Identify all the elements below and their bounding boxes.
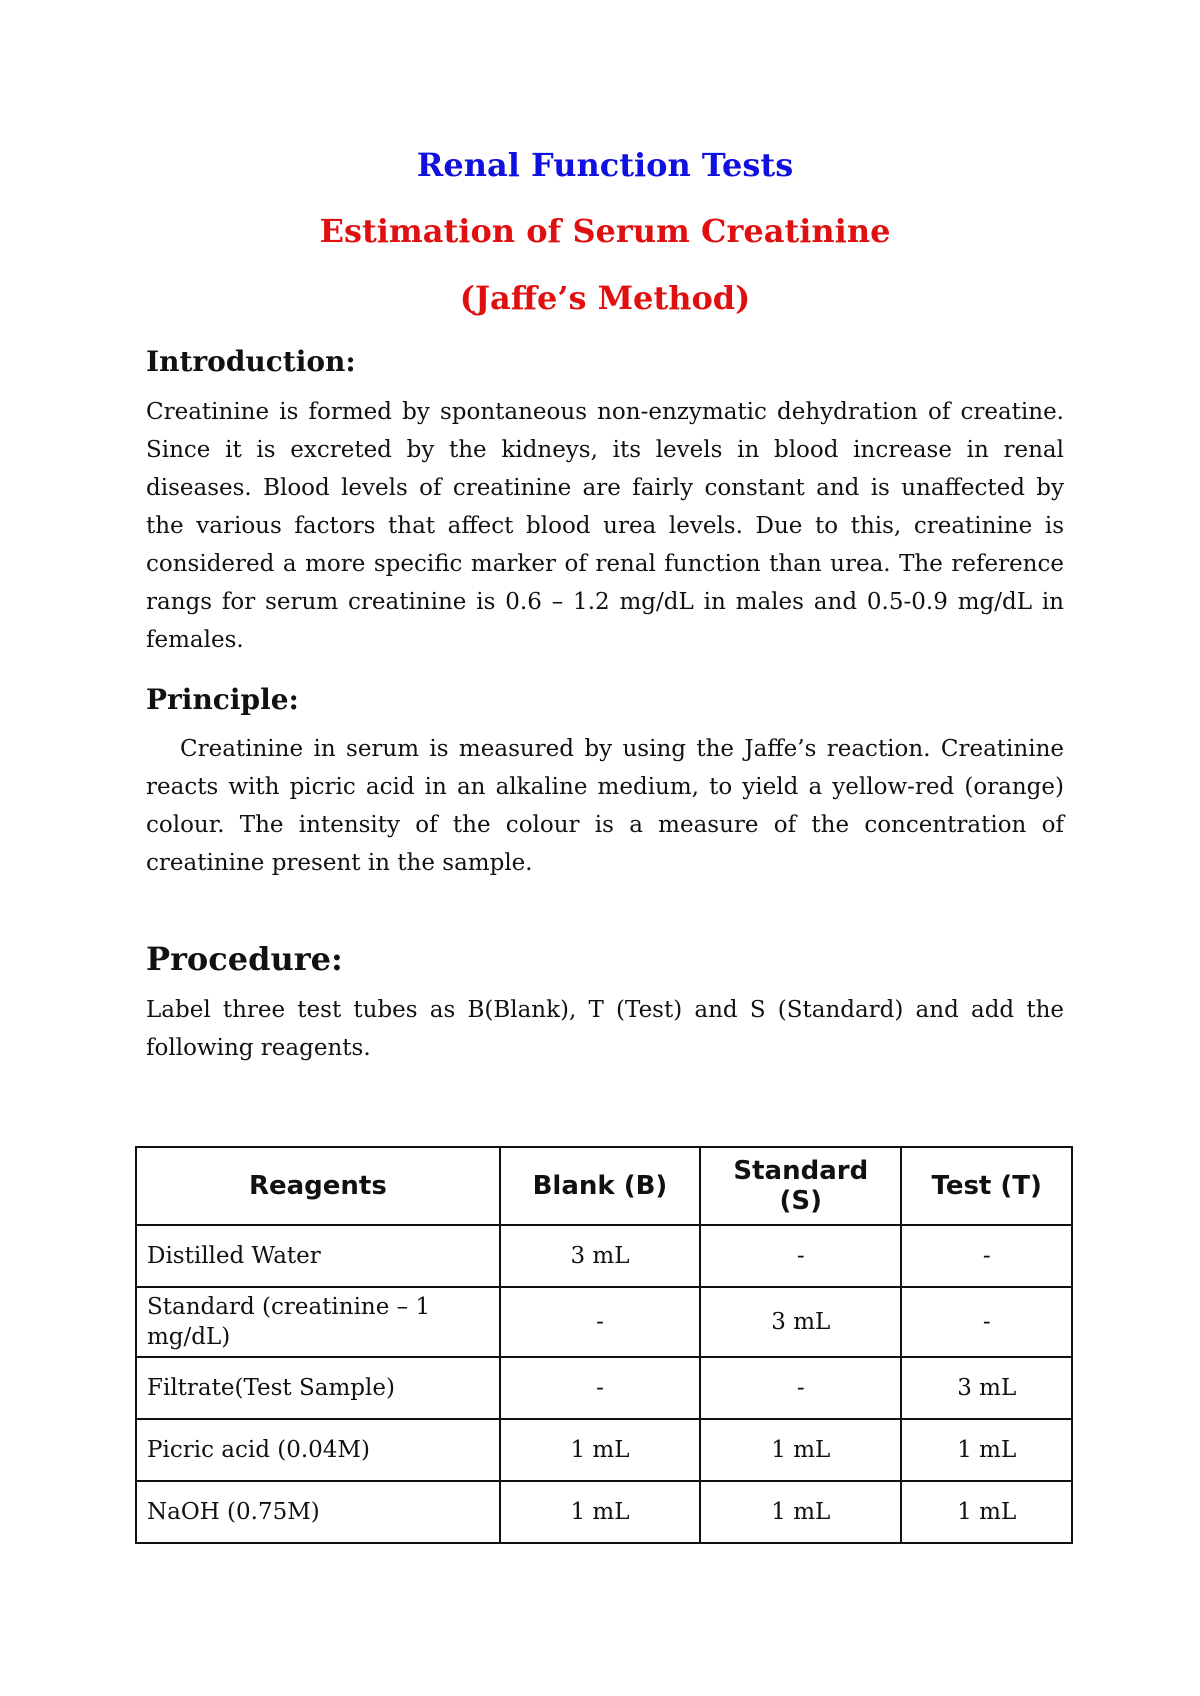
table-row [136, 1481, 1072, 1543]
principle-text: Creatinine in serum is measured by using the Jaffe’s reaction. Creatinine reacts with picric acid in an alkaline medium, to yield a yellow-red (orange) colour. The intensity of the colour is a measure of the concentration of creatinine present in the sample. [146, 736, 1064, 877]
table-cell: - [500, 1287, 700, 1357]
introduction-heading: Introduction: [146, 345, 356, 379]
table-row [136, 1287, 1072, 1357]
table-cell: - [901, 1225, 1072, 1287]
table-cell: - [700, 1357, 901, 1419]
header-blank: Blank (B) [500, 1147, 700, 1225]
table-row [136, 1357, 1072, 1419]
table-row [136, 1225, 1072, 1287]
introduction-text: Creatinine is formed by spontaneous non-enzymatic dehydration of creatine. Since it is excreted by the kidneys, its levels in blood increase in renal diseases. Blood levels of creatinine are fairly constant and is unaffected by the various factors that affect blood urea levels. Due to this, creatinine is considered a more specific marker of renal function than urea. The reference rangs for serum creatinine is 0.6 – 1.2 mg/dL in males and 0.5-0.9 mg/dL in females. [146, 398, 1064, 653]
table-cell: - [700, 1225, 901, 1287]
table-cell: 1 mL [901, 1419, 1072, 1481]
table-cell: 1 mL [500, 1419, 700, 1481]
method-title: (Jaffe’s Method) [459, 278, 751, 317]
table-cell: - [500, 1357, 700, 1419]
table-cell: Filtrate(Test Sample) [136, 1357, 500, 1419]
reagents-table [135, 1146, 1073, 1544]
table-cell: 3 mL [901, 1357, 1072, 1419]
document-page [146, 140, 1064, 1067]
table-cell: 3 mL [500, 1225, 700, 1287]
table-cell: 3 mL [700, 1287, 901, 1357]
document-title: Renal Function Tests [416, 146, 794, 184]
table-cell: Distilled Water [136, 1225, 500, 1287]
table-cell: - [901, 1287, 1072, 1357]
document-subtitle: Estimation of Serum Creatinine [319, 212, 891, 251]
table-cell: Standard (creatinine – 1 mg/dL) [136, 1287, 500, 1357]
header-test: Test (T) [901, 1147, 1072, 1225]
table-cell: Picric acid (0.04M) [136, 1419, 500, 1481]
table-cell: 1 mL [500, 1481, 700, 1543]
header-standard: Standard (S) [700, 1147, 901, 1225]
table-cell: 1 mL [700, 1481, 901, 1543]
header-reagents: Reagents [136, 1147, 500, 1225]
principle-heading: Principle: [146, 682, 299, 716]
table-cell: NaOH (0.75M) [136, 1481, 500, 1543]
table-header-row [136, 1147, 1072, 1225]
table-cell: 1 mL [901, 1481, 1072, 1543]
procedure-text: Label three test tubes as B(Blank), T (Test) and S (Standard) and add the following reagents. [146, 996, 1064, 1061]
table-cell: 1 mL [700, 1419, 901, 1481]
table-row [136, 1419, 1072, 1481]
procedure-heading: Procedure: [146, 940, 343, 979]
